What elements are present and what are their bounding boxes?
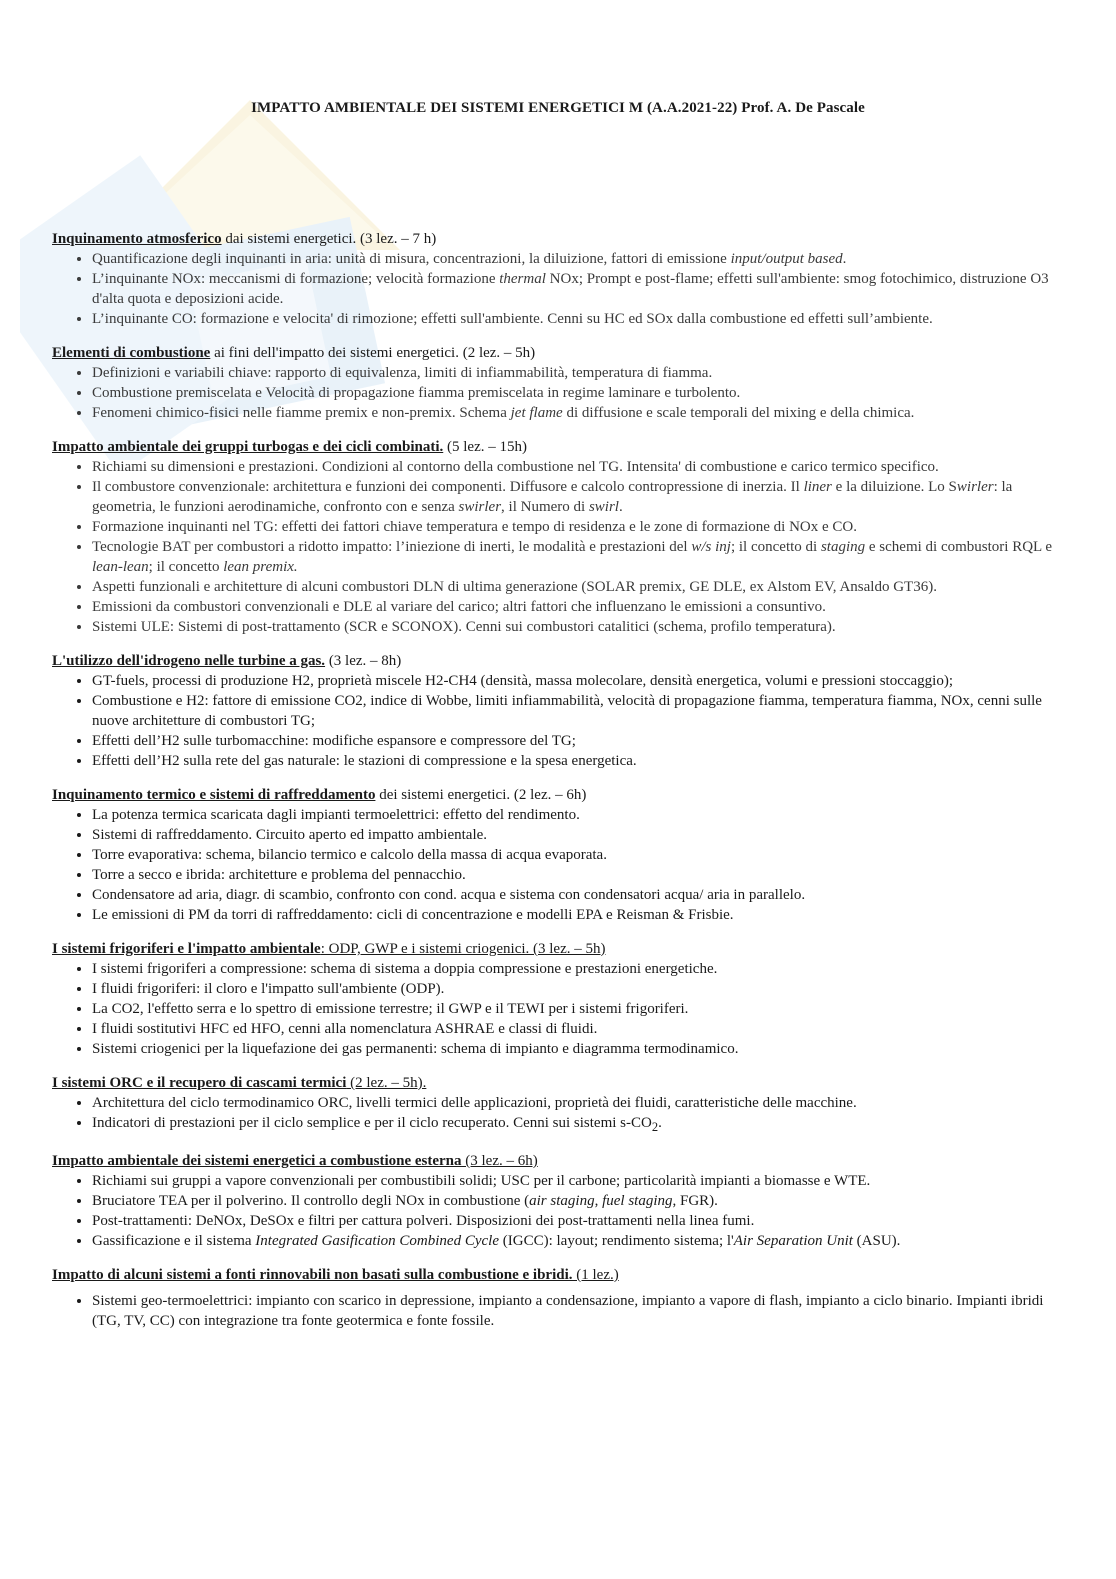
list-item: • La potenza termica scaricata dagli impianti termoelettrici: effetto del rendimento. [92, 805, 1062, 825]
list-item: • I fluidi frigoriferi: il cloro e l'impatto sull'ambiente (ODP). [92, 979, 1062, 999]
section-elementi-combustione [52, 343, 1062, 423]
page-title: IMPATTO AMBIENTALE DEI SISTEMI ENERGETICI M (A.A.2021-22) Prof. A. De Pascale [251, 100, 865, 116]
list-item: • Tecnologie BAT per combustori a ridotto impatto: l’iniezione di inerti, le modalità e prestazioni del w/s inj; il concetto di staging e schemi di combustori RQL e lean-lean; il concetto lean premix. [92, 537, 1062, 577]
list-item: • L’inquinante CO: formazione e velocita' di rimozione; effetti sull'ambiente. Cenni su HC ed SOx dalla combustione ed effetti sull’ambiente. [92, 309, 1062, 329]
list-item: • Effetti dell’H2 sulla rete del gas naturale: le stazioni di compressione e la spesa energetica. [92, 751, 1062, 771]
list-item: • Sistemi di raffreddamento. Circuito aperto ed impatto ambientale. [92, 825, 1062, 845]
list-item: • Effetti dell’H2 sulle turbomacchine: modifiche espansore e compressore del TG; [92, 731, 1062, 751]
list-item: • Sistemi geo-termoelettrici: impianto con scarico in depressione, impianto a condensazione, impianto a vapore di flash, impianto a ciclo binario. Impianti ibridi (TG, TV, CC) con integrazione tra fonte geotermica e fonte fossile. [92, 1291, 1062, 1331]
list-item: • I fluidi sostitutivi HFC ed HFO, cenni alla nomenclatura ASHRAE e classi di fluidi. [92, 1019, 1062, 1039]
list-item: • Combustione premiscelata e Velocità di propagazione fiamma premiscelata in regime laminare e turbolento. [92, 383, 1062, 403]
section-sistemi-frigoriferi [52, 939, 1062, 1059]
section-heading: I sistemi frigoriferi e l'impatto ambientale: ODP, GWP e i sistemi criogenici. (3 lez. – 5h) [52, 941, 606, 957]
section-fonti-rinnovabili [52, 1265, 1062, 1331]
section-combustione-esterna [52, 1151, 1062, 1251]
topic-list [52, 1291, 1062, 1331]
topic-list [52, 1093, 1062, 1137]
list-item: • Fenomeni chimico-fisici nelle fiamme premix e non-premix. Schema jet flame di diffusione e scale temporali del mixing e della chimica. [92, 403, 1062, 423]
list-item: • La CO2, l'effetto serra e lo spettro di emissione terrestre; il GWP e il TEWI per i sistemi frigoriferi. [92, 999, 1062, 1019]
list-item: • Definizioni e variabili chiave: rapporto di equivalenza, limiti di infiammabilità, temperatura di fiamma. [92, 363, 1062, 383]
list-item: • Le emissioni di PM da torri di raffreddamento: cicli di concentrazione e modelli EPA e Reisman & Frisbie. [92, 905, 1062, 925]
list-item: • Condensatore ad aria, diagr. di scambio, confronto con cond. acqua e sistema con condensatori acqua/ aria in parallelo. [92, 885, 1062, 905]
list-item: • I sistemi frigoriferi a compressione: schema di sistema a doppia compressione e prestazioni energetiche. [92, 959, 1062, 979]
list-item: • Quantificazione degli inquinanti in aria: unità di misura, concentrazioni, la diluizione, fattori di emissione input/output based. [92, 249, 1062, 269]
topic-list [52, 1171, 1062, 1251]
section-heading: Impatto di alcuni sistemi a fonti rinnovabili non basati sulla combustione e ibridi. (1 lez.) [52, 1267, 619, 1283]
section-heading: Inquinamento termico e sistemi di raffreddamento dei sistemi energetici. (2 lez. – 6h) [52, 787, 587, 803]
course-program [52, 229, 1062, 1345]
list-item: • Il combustore convenzionale: architettura e funzioni dei componenti. Diffusore e calcolo contropressione di inerzia. Il liner e la diluizione. Lo Swirler: la geometria, le funzioni aerodinamiche, confronto con e senza swirler, il Numero di swirl. [92, 477, 1062, 517]
list-item: • Richiami sui gruppi a vapore convenzionali per combustibili solidi; USC per il carbone; particolarità impianti a biomasse e WTE. [92, 1171, 1062, 1191]
list-item: • GT-fuels, processi di produzione H2, proprietà miscele H2-CH4 (densità, massa molecolare, densità energetica, volumi e pressioni stoccaggio); [92, 671, 1062, 691]
section-sistemi-orc [52, 1073, 1062, 1137]
list-item: • Architettura del ciclo termodinamico ORC, livelli termici delle applicazioni, proprietà dei fluidi, caratteristiche delle macchine. [92, 1093, 1062, 1113]
topic-list [52, 805, 1062, 925]
topic-list [52, 249, 1062, 329]
list-item: • Bruciatore TEA per il polverino. Il controllo degli NOx in combustione (air staging, fuel staging, FGR). [92, 1191, 1062, 1211]
list-item: • Aspetti funzionali e architetture di alcuni combustori DLN di ultima generazione (SOLAR premix, GE DLE, ex Alstom EV, Ansaldo GT36). [92, 577, 1062, 597]
list-item: • Emissioni da combustori convenzionali e DLE al variare del carico; altri fattori che influenzano le emissioni a consuntivo. [92, 597, 1062, 617]
list-item: • Combustione e H2: fattore di emissione CO2, indice di Wobbe, limiti infiammabilità, velocità di propagazione fiamma, temperatura fiamma, NOx, cenni sulle nuove architetture di combustori TG; [92, 691, 1062, 731]
section-inquinamento-termico [52, 785, 1062, 925]
topic-list [52, 363, 1062, 423]
section-heading: Inquinamento atmosferico dai sistemi energetici. (3 lez. – 7 h) [52, 231, 437, 247]
list-item: • Sistemi criogenici per la liquefazione dei gas permanenti: schema di impianto e diagramma termodinamico. [92, 1039, 1062, 1059]
section-turbogas [52, 437, 1062, 637]
topic-list [52, 671, 1062, 771]
list-item: • Post-trattamenti: DeNOx, DeSOx e filtri per cattura polveri. Disposizioni dei post-trattamenti nella linea fumi. [92, 1211, 1062, 1231]
list-item: • Indicatori di prestazioni per il ciclo semplice e per il ciclo recuperato. Cenni sui sistemi $s-CO_2$. [92, 1113, 1062, 1137]
topic-list [52, 457, 1062, 637]
section-heading: I sistemi ORC e il recupero di cascami termici (2 lez. – 5h). [52, 1075, 427, 1091]
list-item: • Richiami su dimensioni e prestazioni. Condizioni al contorno della combustione nel TG. Intensita' di combustione e carico termico specifico. [92, 457, 1062, 477]
topic-list [52, 959, 1062, 1059]
section-heading: Elementi di combustione ai fini dell'impatto dei sistemi energetici. (2 lez. – 5h) [52, 345, 536, 361]
list-item: • Formazione inquinanti nel TG: effetti dei fattori chiave temperatura e tempo di residenza e le zone di formazione di NOx e CO. [92, 517, 1062, 537]
section-heading: Impatto ambientale dei gruppi turbogas e dei cicli combinati. (5 lez. – 15h) [52, 439, 527, 455]
list-item: • Torre a secco e ibrida: architetture e problema del pennacchio. [92, 865, 1062, 885]
list-item: • Torre evaporativa: schema, bilancio termico e calcolo della massa di acqua evaporata. [92, 845, 1062, 865]
section-heading: L'utilizzo dell'idrogeno nelle turbine a gas. (3 lez. – 8h) [52, 653, 402, 669]
list-item: • Sistemi ULE: Sistemi di post-trattamento (SCR e SCONOX). Cenni sui combustori catalitici (schema, profilo temperatura). [92, 617, 1062, 637]
section-idrogeno [52, 651, 1062, 771]
section-inquinamento-atmosferico [52, 229, 1062, 329]
list-item: • L’inquinante NOx: meccanismi di formazione; velocità formazione thermal NOx; Prompt e post-flame; effetti sull'ambiente: smog fotochimico, distruzione O3 d'alta quota e deposizioni acide. [92, 269, 1062, 309]
list-item: • Gassificazione e il sistema Integrated Gasification Combined Cycle (IGCC): layout; rendimento sistema; l'Air Separation Unit (ASU). [92, 1231, 1062, 1251]
section-heading: Impatto ambientale dei sistemi energetici a combustione esterna (3 lez. – 6h) [52, 1153, 538, 1169]
